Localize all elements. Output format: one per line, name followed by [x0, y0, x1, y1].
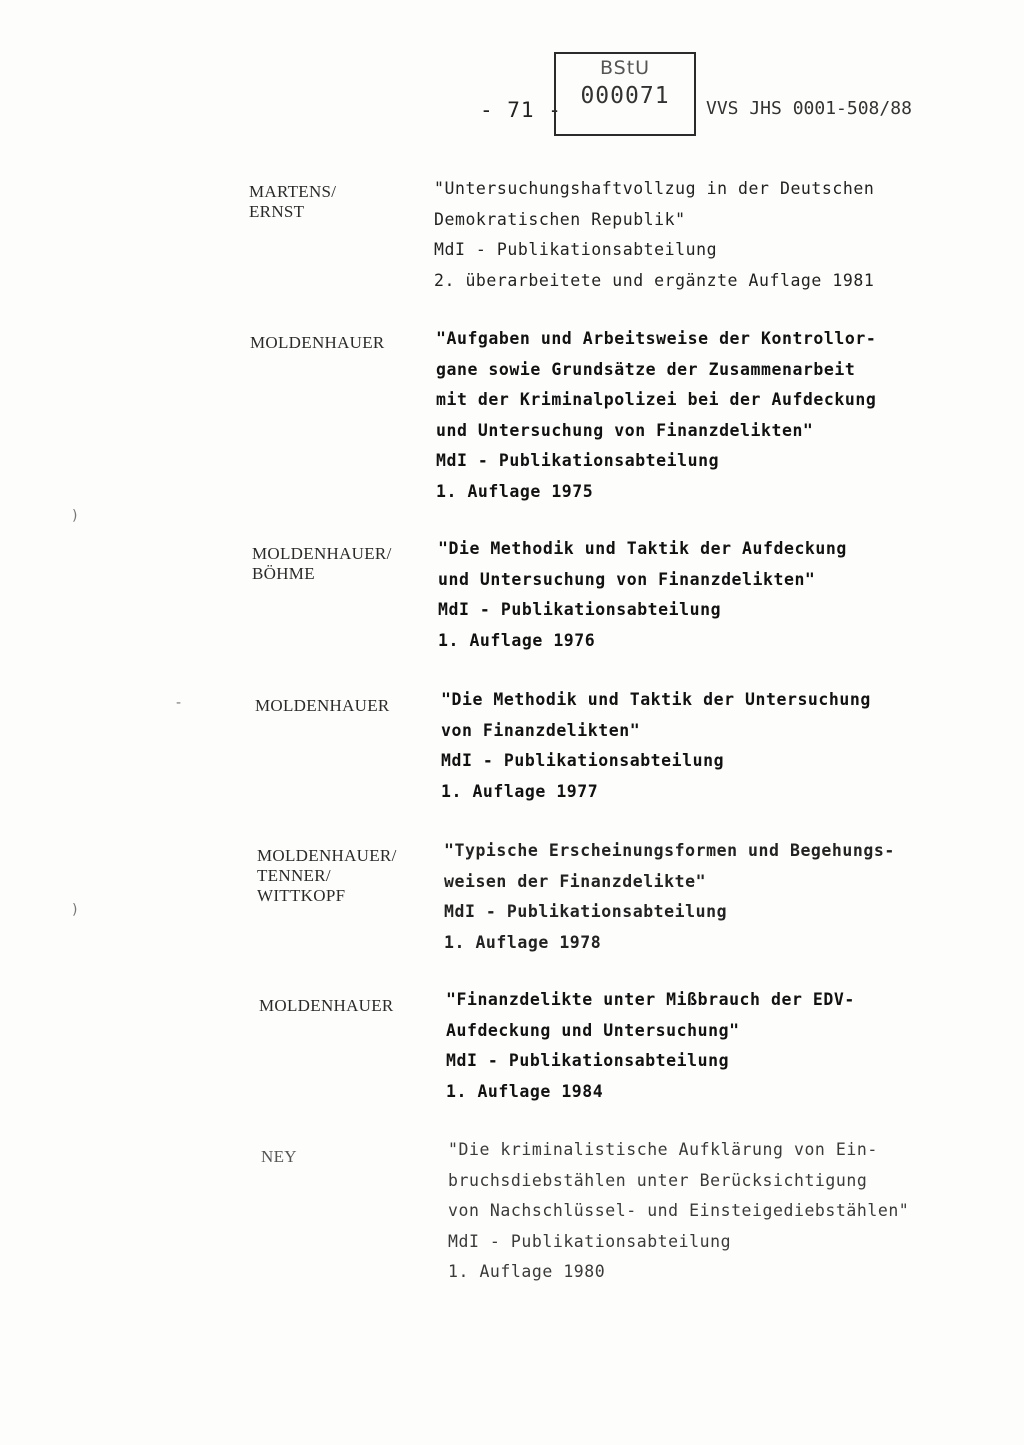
citation-line: bruchsdiebstählen unter Berücksichtigung — [448, 1170, 868, 1190]
citation-line: und Untersuchung von Finanzdelikten" — [438, 569, 816, 589]
entry-author: NEY — [261, 1147, 297, 1166]
citation-line: MdI - Publikationsabteilung — [434, 240, 718, 259]
citation-line: 1. Auflage 1978 — [444, 932, 602, 952]
stamp-number: 000071 — [580, 83, 670, 109]
citation-line: MdI - Publikationsabteilung — [448, 1231, 732, 1251]
citation-line: 1. Auflage 1977 — [441, 781, 599, 801]
citation-line: gane sowie Grundsätze der Zusammenarbeit — [436, 359, 856, 379]
citation-line: "Die Methodik und Taktik der Aufdeckung — [438, 539, 847, 558]
citation-line: MdI - Publikationsabteilung — [441, 751, 725, 770]
entry-citation — [436, 324, 876, 507]
scan-mark: - — [176, 695, 182, 711]
citation-line: 1. Auflage 1984 — [446, 1081, 604, 1101]
citation-line: 1. Auflage 1980 — [448, 1262, 606, 1281]
citation-line: Aufdeckung und Untersuchung" — [446, 1020, 740, 1040]
entry-author: MOLDENHAUER/ TENNER/ WITTKOPF — [257, 846, 397, 905]
entry-citation — [434, 174, 874, 296]
scan-mark: ) — [72, 902, 78, 918]
citation-line: MdI - Publikationsabteilung — [446, 1051, 730, 1070]
entry-author: MOLDENHAUER/ BÖHME — [252, 544, 392, 583]
citation-line: 1. Auflage 1976 — [438, 630, 596, 650]
entry-citation — [446, 985, 855, 1107]
citation-line: "Untersuchungshaftvollzug in der Deutschen — [434, 179, 875, 198]
citation-line: 2. überarbeitete und ergänzte Auflage 1981 — [434, 270, 875, 290]
citation-line: mit der Kriminalpolizei bei der Aufdeckung — [436, 390, 877, 409]
document-reference: VVS JHS 0001-508/88 — [706, 98, 912, 119]
citation-line: "Die Methodik und Taktik der Untersuchung — [441, 690, 871, 709]
citation-line: MdI - Publikationsabteilung — [444, 902, 728, 921]
entry-author: MARTENS/ ERNST — [249, 182, 337, 221]
entry-author: MOLDENHAUER — [259, 996, 394, 1015]
citation-line: MdI - Publikationsabteilung — [438, 600, 722, 619]
citation-line: "Typische Erscheinungsformen und Begehungs- — [444, 841, 895, 860]
entry-citation — [448, 1135, 909, 1288]
entry-author: MOLDENHAUER — [250, 333, 385, 352]
citation-line: MdI - Publikationsabteilung — [436, 451, 720, 470]
stamp-label: BStU — [599, 57, 651, 79]
citation-line: von Finanzdelikten" — [441, 720, 641, 740]
citation-line: Demokratischen Republik" — [434, 209, 686, 229]
entry-citation — [438, 534, 847, 656]
citation-line: weisen der Finanzdelikte" — [444, 871, 707, 891]
citation-line: "Finanzdelikte unter Mißbrauch der EDV- — [446, 990, 855, 1009]
citation-line: 1. Auflage 1975 — [436, 481, 594, 501]
archive-stamp — [554, 52, 696, 136]
entry-author: MOLDENHAUER — [255, 696, 390, 715]
scan-mark: ) — [72, 508, 78, 524]
citation-line: "Aufgaben und Arbeitsweise der Kontrollor- — [436, 329, 877, 348]
entry-citation — [444, 836, 895, 958]
citation-line: und Untersuchung von Finanzdelikten" — [436, 420, 814, 440]
page-number: - 71 - — [480, 98, 562, 122]
citation-line: "Die kriminalistische Aufklärung von Ein- — [448, 1140, 878, 1159]
entry-citation — [441, 685, 871, 807]
citation-line: von Nachschlüssel- und Einsteigediebstählen" — [448, 1201, 910, 1220]
